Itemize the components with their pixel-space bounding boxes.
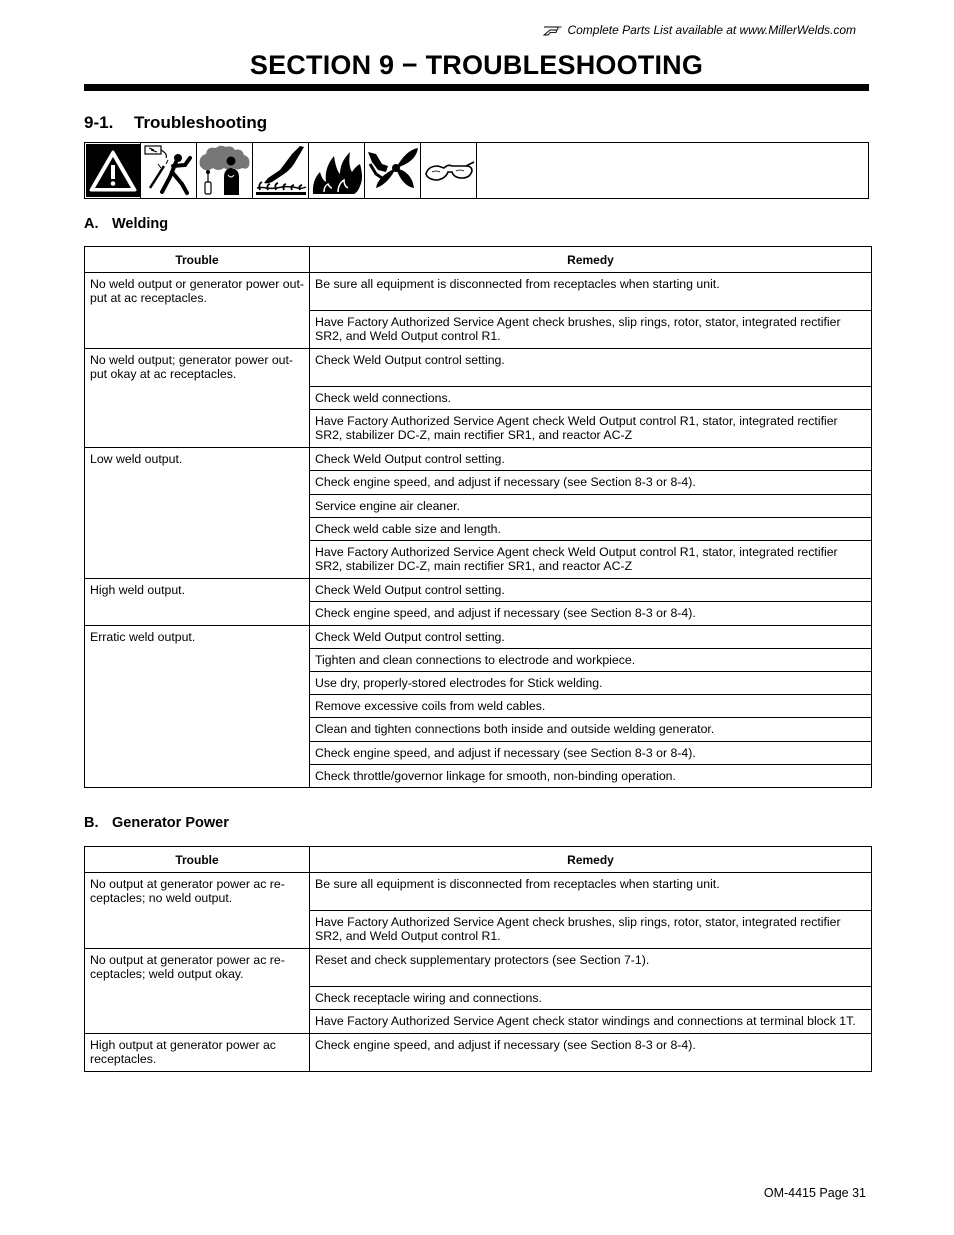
icon-cell-moving bbox=[365, 143, 421, 198]
table-row bbox=[85, 349, 872, 387]
trouble-cell: No weld output or generator power out-put at ac receptacles. bbox=[85, 273, 310, 349]
remedy-cell: Check engine speed, and adjust if necessary (see Section 8-3 or 8-4). bbox=[310, 602, 872, 626]
remedy-cell: Check weld cable size and length. bbox=[310, 518, 872, 541]
table-header-row bbox=[85, 247, 872, 273]
remedy-cell: Clean and tighten connections both inside and outside welding generator. bbox=[310, 718, 872, 742]
subsection-title: Troubleshooting bbox=[134, 113, 268, 132]
subsection-heading bbox=[84, 113, 267, 133]
trouble-column-header: Trouble bbox=[85, 847, 310, 873]
remedy-cell: Check engine speed, and adjust if necessary (see Section 8-3 or 8-4). bbox=[310, 471, 872, 495]
remedy-cell: Reset and check supplementary protectors (see Section 7-1). bbox=[310, 949, 872, 987]
remedy-cell: Check receptacle wiring and connections. bbox=[310, 987, 872, 1010]
remedy-column-header: Remedy bbox=[310, 247, 872, 273]
remedy-cell: Have Factory Authorized Service Agent check Weld Output control R1, stator, integrated rectifier SR2, stabilizer DC-Z, main rectifier SR1, and reactor AC-Z bbox=[310, 410, 872, 448]
fire-icon bbox=[310, 144, 364, 197]
welding-letter: A. bbox=[84, 216, 99, 232]
trouble-cell: Erratic weld output. bbox=[85, 626, 310, 788]
table-row bbox=[85, 579, 872, 602]
remedy-cell: Have Factory Authorized Service Agent check stator windings and connections at terminal block 1T. bbox=[310, 1010, 872, 1034]
icon-cell-fire bbox=[309, 143, 365, 198]
icon-cell-fumes bbox=[197, 143, 253, 198]
remedy-cell: Check engine speed, and adjust if necessary (see Section 8-3 or 8-4). bbox=[310, 1034, 872, 1072]
hot-parts-icon bbox=[254, 144, 308, 197]
trouble-cell: No weld output; generator power out-put okay at ac receptacles. bbox=[85, 349, 310, 448]
table-row bbox=[85, 949, 872, 987]
remedy-cell: Have Factory Authorized Service Agent check brushes, slip rings, rotor, stator, integrated rectifier SR2, and Weld Output control R1. bbox=[310, 311, 872, 349]
icon-cell-glasses bbox=[421, 143, 477, 198]
trouble-cell: High weld output. bbox=[85, 579, 310, 626]
remedy-column-header: Remedy bbox=[310, 847, 872, 873]
table-row bbox=[85, 873, 872, 911]
section-title: SECTION 9 − TROUBLESHOOTING bbox=[249, 50, 704, 80]
table-row bbox=[85, 626, 872, 649]
parts-list-note bbox=[543, 23, 856, 37]
trouble-cell: No output at generator power ac re-ceptacles; weld output okay. bbox=[85, 949, 310, 1034]
page-footer: OM-4415 Page 31 bbox=[763, 1186, 866, 1200]
remedy-cell: Be sure all equipment is disconnected from receptacles when starting unit. bbox=[310, 873, 872, 911]
remedy-cell: Check weld connections. bbox=[310, 387, 872, 410]
remedy-cell: Tighten and clean connections to electrode and workpiece. bbox=[310, 649, 872, 672]
welding-heading bbox=[84, 216, 168, 232]
generator-heading bbox=[84, 815, 229, 831]
table-row bbox=[85, 448, 872, 471]
trouble-cell: No output at generator power ac re-ceptacles; no weld output. bbox=[85, 873, 310, 949]
safety-glasses-icon bbox=[422, 144, 476, 197]
trouble-column-header: Trouble bbox=[85, 247, 310, 273]
icon-cell-hot bbox=[253, 143, 309, 198]
table-row bbox=[85, 273, 872, 311]
remedy-cell: Have Factory Authorized Service Agent check Weld Output control R1, stator, integrated rectifier SR2, stabilizer DC-Z, main rectifier SR1, and reactor AC-Z bbox=[310, 541, 872, 579]
electric-shock-icon bbox=[142, 144, 196, 197]
title-rule bbox=[84, 84, 869, 91]
remedy-cell: Check throttle/governor linkage for smooth, non-binding operation. bbox=[310, 765, 872, 788]
icon-cell-warning bbox=[85, 143, 141, 198]
remedy-cell: Have Factory Authorized Service Agent check brushes, slip rings, rotor, stator, integrated rectifier SR2, and Weld Output control R1. bbox=[310, 911, 872, 949]
safety-icon-strip bbox=[84, 142, 869, 199]
fumes-icon bbox=[198, 144, 252, 197]
parts-list-note-text: Complete Parts List available at www.MillerWelds.com bbox=[567, 23, 856, 37]
welding-troubleshooting-table bbox=[84, 246, 872, 788]
table-row bbox=[85, 1034, 872, 1072]
remedy-cell: Be sure all equipment is disconnected from receptacles when starting unit. bbox=[310, 273, 872, 311]
generator-title: Generator Power bbox=[112, 815, 229, 831]
generator-troubleshooting-table bbox=[84, 846, 872, 1072]
trouble-cell: Low weld output. bbox=[85, 448, 310, 579]
remedy-cell: Check Weld Output control setting. bbox=[310, 448, 872, 471]
moving-parts-icon bbox=[366, 144, 420, 197]
remedy-cell: Check engine speed, and adjust if necessary (see Section 8-3 or 8-4). bbox=[310, 742, 872, 765]
trouble-cell: High output at generator power ac receptacles. bbox=[85, 1034, 310, 1072]
remedy-cell: Check Weld Output control setting. bbox=[310, 626, 872, 649]
welding-title: Welding bbox=[112, 216, 169, 232]
icon-cell-shock bbox=[141, 143, 197, 198]
remedy-cell: Service engine air cleaner. bbox=[310, 495, 872, 518]
generator-letter: B. bbox=[84, 815, 99, 831]
pointing-hand-icon bbox=[543, 24, 563, 36]
remedy-cell: Use dry, properly-stored electrodes for Stick welding. bbox=[310, 672, 872, 695]
remedy-cell: Remove excessive coils from weld cables. bbox=[310, 695, 872, 718]
table-header-row bbox=[85, 847, 872, 873]
subsection-number: 9-1. bbox=[84, 113, 114, 132]
remedy-cell: Check Weld Output control setting. bbox=[310, 579, 872, 602]
warning-triangle-icon bbox=[86, 144, 140, 197]
remedy-cell: Check Weld Output control setting. bbox=[310, 349, 872, 387]
